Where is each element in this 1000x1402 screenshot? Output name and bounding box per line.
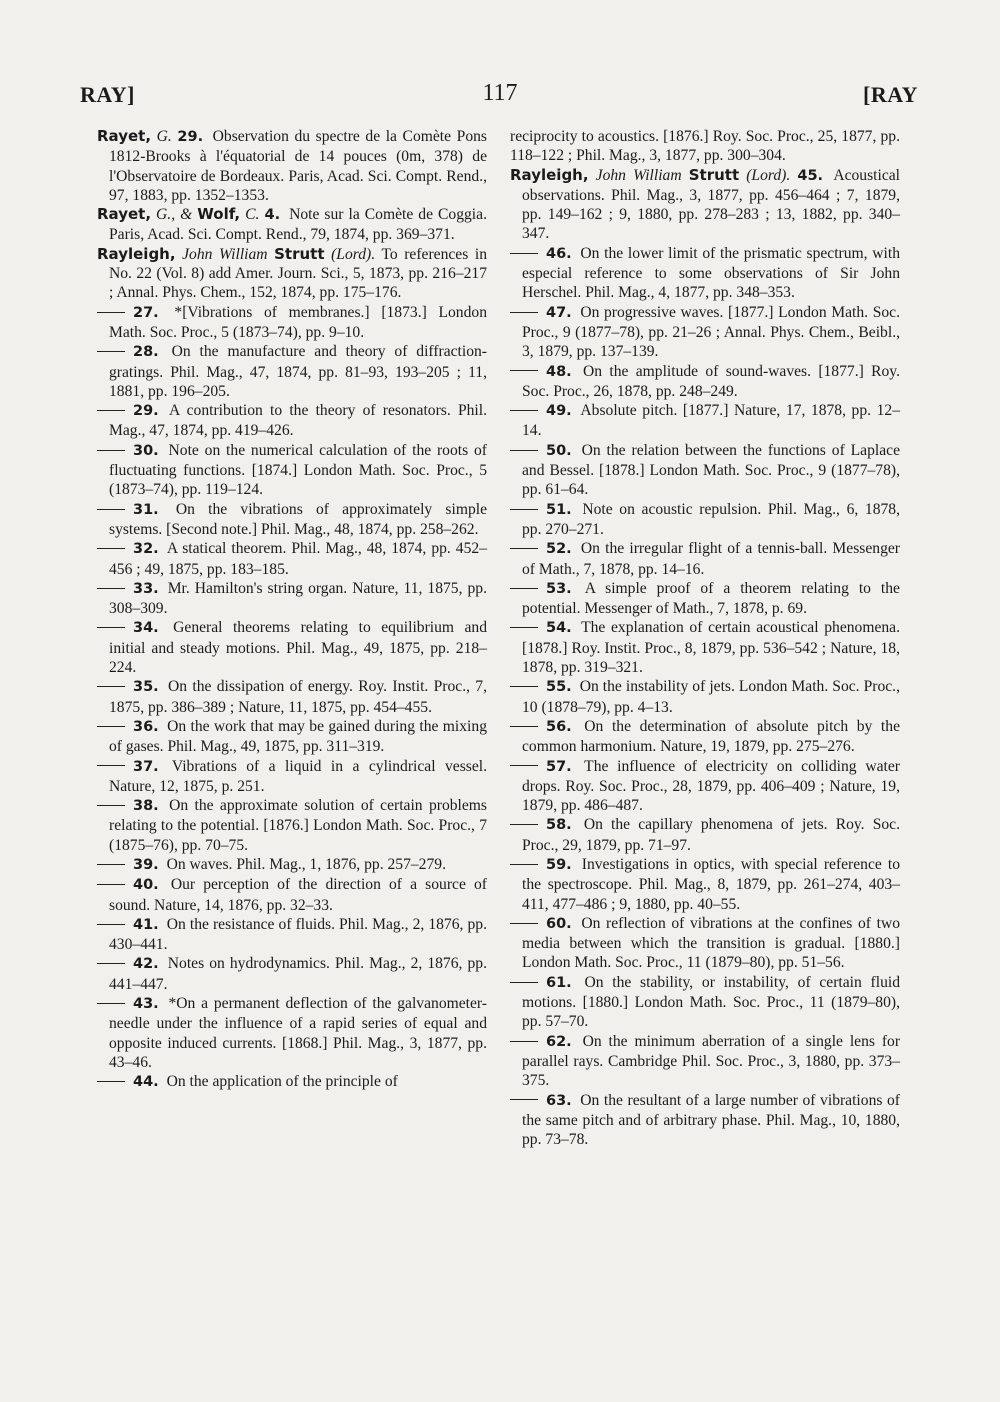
entry-number: 35. bbox=[133, 679, 159, 696]
bibliography-entry bbox=[510, 973, 900, 1032]
ditto-dash bbox=[510, 1099, 538, 1100]
entry-text: Acoustical observations. Phil. Mag., 3, 1877, pp. 456–464 ; 7, 1879, pp. 149–162 ; 9, 1880, pp. 278–283 ; 13, 1882, pp. 340–347. bbox=[522, 166, 900, 243]
entry-number: 43. bbox=[133, 996, 159, 1013]
bibliography-entry bbox=[97, 579, 487, 619]
entry-text: On the relation between the functions of Laplace and Bessel. [1878.] London Math. Soc. Proc., 9 (1877–78), pp. 61–64. bbox=[522, 441, 900, 499]
author-given-name: John William bbox=[595, 166, 682, 184]
entry-number: 30. bbox=[133, 442, 159, 459]
bibliography-entry bbox=[510, 401, 900, 441]
entry-number: 60. bbox=[546, 915, 572, 932]
entry-text: Observation du spectre de la Comète Pons 1812-Brooks à l'équatorial de 14 pouces (0m, 378) de l'Observatoire de Bordeaux. Paris, Acad. Sci. Compt. Rend., 97, 1883, pp. 1352–1353. bbox=[109, 128, 487, 204]
header-right: [RAY bbox=[863, 82, 918, 107]
author-given-name: John William bbox=[182, 245, 268, 263]
ditto-dash bbox=[510, 765, 538, 766]
bibliography-entry bbox=[510, 362, 900, 402]
bibliography-entry bbox=[510, 677, 900, 717]
entry-number: 34. bbox=[133, 620, 159, 637]
entry-number: 40. bbox=[133, 877, 159, 894]
bibliography-entry bbox=[97, 245, 487, 303]
entry-number: 32. bbox=[133, 541, 159, 558]
entry-text: On the resultant of a large number of vibrations of the same pitch and of arbitrary phase. Phil. Mag., 10, 1880, pp. 73–78. bbox=[522, 1091, 900, 1149]
entry-number: 58. bbox=[546, 817, 572, 834]
entry-text: The explanation of certain acoustical phenomena. [1878.] Roy. Instit. Proc., 8, 1879, pp. 536–542 ; Nature, 18, 1878, pp. 319–321. bbox=[522, 619, 900, 677]
bibliography-entry bbox=[97, 855, 487, 875]
ditto-dash bbox=[97, 963, 125, 964]
entry-text: The influence of electricity on colliding water drops. Roy. Soc. Proc., 28, 1879, pp. 406–409 ; Nature, 19, 1879, pp. 486–487. bbox=[522, 757, 900, 815]
author-name: Wolf, bbox=[197, 205, 241, 224]
entry-number: 27. bbox=[133, 304, 159, 321]
entry-number: 33. bbox=[133, 580, 159, 597]
ditto-dash bbox=[97, 726, 125, 727]
bibliography-entry bbox=[97, 1072, 487, 1092]
entry-number: 48. bbox=[546, 363, 572, 380]
entry-number: 52. bbox=[546, 541, 572, 558]
bibliography-entry bbox=[97, 441, 487, 500]
author-name: Rayleigh, bbox=[510, 165, 589, 184]
entry-text: On the work that may be gained during the mixing of gases. Phil. Mag., 49, 1875, pp. 311–319. bbox=[109, 717, 487, 756]
entry-number: 47. bbox=[546, 304, 572, 321]
entry-number: 46. bbox=[546, 245, 572, 262]
bibliography-entry bbox=[510, 1091, 900, 1150]
bibliography-entry bbox=[97, 796, 487, 855]
entry-text: On the irregular flight of a tennis-ball. Messenger of Math., 7, 1878, pp. 14–16. bbox=[522, 540, 900, 578]
bibliography-entry bbox=[97, 539, 487, 579]
bibliography-entry bbox=[510, 914, 900, 973]
entry-text: On the instability of jets. London Math. Soc. Proc., 10 (1878–79), pp. 4–13. bbox=[522, 678, 900, 716]
bibliography-entry bbox=[510, 815, 900, 855]
entry-text: *On a permanent deflection of the galvanometer-needle under the influence of a rapid series of equal and opposite induced currents. [1868.] Phil. Mag., 3, 1877, pp. 43–46. bbox=[109, 995, 487, 1071]
entry-text: Note on acoustic repulsion. Phil. Mag., 6, 1878, pp. 270–271. bbox=[522, 500, 900, 538]
entry-number: 55. bbox=[546, 679, 572, 696]
bibliography-entry bbox=[510, 855, 900, 914]
entry-number: 4. bbox=[264, 207, 281, 224]
entry-number: 61. bbox=[546, 974, 572, 991]
bibliography-entry bbox=[510, 579, 900, 619]
entry-number: 62. bbox=[546, 1033, 572, 1050]
ditto-dash bbox=[97, 805, 125, 806]
entry-number: 51. bbox=[546, 501, 572, 518]
entry-number: 56. bbox=[546, 718, 572, 735]
bibliography-entry bbox=[97, 875, 487, 915]
left-column bbox=[97, 127, 487, 1093]
entry-number: 53. bbox=[546, 580, 572, 597]
ditto-dash bbox=[510, 253, 538, 254]
entry-text: Notes on hydrodynamics. Phil. Mag., 2, 1876, pp. 441–447. bbox=[109, 955, 487, 993]
author-given-name: C. bbox=[245, 206, 260, 224]
ditto-dash bbox=[97, 765, 125, 766]
ditto-dash bbox=[510, 548, 538, 549]
right-column bbox=[510, 127, 900, 1149]
ditto-dash bbox=[510, 1041, 538, 1042]
bibliography-entry bbox=[510, 441, 900, 500]
entry-text: On the vibrations of approximately simple systems. [Second note.] Phil. Mag., 48, 1874, pp. 258–262. bbox=[109, 500, 487, 538]
entry-number: 59. bbox=[546, 856, 572, 873]
bibliography-entry bbox=[97, 618, 487, 677]
running-header bbox=[0, 82, 1000, 112]
entry-text: On the lower limit of the prismatic spectrum, with especial reference to some observations of Sir John Herschel. Phil. Mag., 4, 1877, pp. 348–353. bbox=[522, 244, 901, 302]
ditto-dash bbox=[510, 370, 538, 371]
entry-text: On the minimum aberration of a single lens for parallel rays. Cambridge Phil. Soc. Proc., 3, 1880, pp. 373–375. bbox=[522, 1032, 901, 1090]
bibliography-entry bbox=[97, 401, 487, 441]
entry-text: Note on the numerical calculation of the roots of fluctuating functions. [1874.] London Math. Soc. Proc., 5 (1873–74), pp. 119–124. bbox=[109, 441, 487, 499]
bibliography-entry bbox=[510, 127, 900, 166]
ditto-dash bbox=[97, 548, 125, 549]
entry-text: On the resistance of fluids. Phil. Mag., 2, 1876, pp. 430–441. bbox=[109, 915, 487, 954]
ditto-dash bbox=[510, 726, 538, 727]
entry-text: On the stability, or instability, of certain fluid motions. [1880.] London Math. Soc. Proc., 11 (1879–80), pp. 57–70. bbox=[522, 973, 900, 1031]
author-given-name: (Lord). bbox=[746, 166, 791, 184]
entry-text: A statical theorem. Phil. Mag., 48, 1874, pp. 452–456 ; 49, 1875, pp. 183–185. bbox=[109, 540, 487, 578]
ditto-dash bbox=[510, 450, 538, 451]
author-name: Rayleigh, bbox=[97, 244, 176, 263]
bibliography-entry bbox=[97, 342, 487, 401]
entry-text: General theorems relating to equilibrium and initial and steady motions. Phil. Mag., 49, 1875, pp. 218–224. bbox=[109, 619, 487, 677]
bibliography-entry bbox=[510, 166, 900, 244]
entry-text: To references in No. 22 (Vol. 8) add Amer. Journ. Sci., 5, 1873, pp. 216–217 ; Annal. Phys. Chem., 152, 1874, pp. 175–176. bbox=[109, 245, 487, 302]
entry-number: 57. bbox=[546, 758, 572, 775]
entry-text: On the capillary phenomena of jets. Roy. Soc. Proc., 29, 1879, pp. 71–97. bbox=[522, 816, 900, 854]
entry-text: *[Vibrations of membranes.] [1873.] London Math. Soc. Proc., 5 (1873–74), pp. 9–10. bbox=[109, 303, 487, 341]
entry-number: 44. bbox=[133, 1074, 159, 1091]
bibliography-entry bbox=[510, 500, 900, 540]
bibliography-entry bbox=[97, 205, 487, 245]
bibliography-entry bbox=[510, 539, 900, 579]
ditto-dash bbox=[510, 509, 538, 510]
ditto-dash bbox=[97, 864, 125, 865]
ditto-dash bbox=[510, 982, 538, 983]
bibliography-entry bbox=[510, 303, 900, 362]
ditto-dash bbox=[97, 627, 125, 628]
bibliography-entry bbox=[97, 915, 487, 955]
ditto-dash bbox=[510, 410, 538, 411]
entry-number: 29. bbox=[133, 403, 159, 420]
author-name: Rayet, bbox=[97, 127, 152, 145]
entry-number: 36. bbox=[133, 718, 159, 735]
entry-text: On the determination of absolute pitch by the common harmonium. Nature, 19, 1879, pp. 275–276. bbox=[522, 717, 900, 756]
bibliography-entry bbox=[510, 757, 900, 816]
entry-text: reciprocity to acoustics. [1876.] Roy. Soc. Proc., 25, 1877, pp. 118–122 ; Phil. Mag., 3, 1877, pp. 300–304. bbox=[510, 128, 900, 165]
author-name: Strutt bbox=[274, 244, 325, 263]
bibliography-entry bbox=[510, 1032, 900, 1091]
entry-text: On the manufacture and theory of diffraction-gratings. Phil. Mag., 47, 1874, pp. 81–93, 193–205 ; 11, 1881, pp. 196–205. bbox=[109, 343, 487, 400]
entry-text: On the approximate solution of certain problems relating to the potential. [1876.] London Math. Soc. Proc., 7 (1875–76), pp. 70–75. bbox=[109, 797, 487, 854]
ditto-dash bbox=[97, 1081, 125, 1082]
entry-text: Investigations in optics, with special reference to the spectroscope. Phil. Mag., 8, 1879, pp. 261–274, 403–411, 477–486 ; 9, 1880, pp. 40–55. bbox=[522, 855, 900, 913]
bibliography-entry bbox=[97, 500, 487, 540]
entry-text: A simple proof of a theorem relating to the potential. Messenger of Math., 7, 1878, p. 69. bbox=[522, 579, 900, 618]
ditto-dash bbox=[97, 450, 125, 451]
ditto-dash bbox=[97, 312, 125, 313]
bibliography-entry bbox=[510, 244, 900, 303]
author-name: Rayet, bbox=[97, 205, 152, 224]
entry-number: 49. bbox=[546, 403, 572, 420]
ditto-dash bbox=[510, 627, 538, 628]
ditto-dash bbox=[510, 923, 538, 924]
ditto-dash bbox=[97, 588, 125, 589]
entry-number: 54. bbox=[546, 620, 572, 637]
ditto-dash bbox=[97, 410, 125, 411]
entry-text: On the application of the principle of bbox=[166, 1073, 398, 1091]
ditto-dash bbox=[510, 686, 538, 687]
entry-number: 42. bbox=[133, 956, 159, 973]
bibliography-entry bbox=[97, 994, 487, 1072]
page-number: 117 bbox=[482, 80, 518, 106]
ditto-dash bbox=[510, 588, 538, 589]
ditto-dash bbox=[97, 924, 125, 925]
entry-text: On progressive waves. [1877.] London Math. Soc. Proc., 9 (1877–78), pp. 21–26 ; Annal. Phys. Chem., Beibl., 3, 1879, pp. 137–139. bbox=[522, 303, 900, 361]
bibliography-entry bbox=[97, 757, 487, 797]
author-given-name: G. bbox=[156, 128, 172, 145]
entry-text: A contribution to the theory of resonators. Phil. Mag., 47, 1874, pp. 419–426. bbox=[109, 402, 487, 440]
entry-number: 31. bbox=[133, 501, 159, 518]
bibliography-entry bbox=[510, 618, 900, 677]
bibliography-entry bbox=[510, 717, 900, 757]
bibliography-entry bbox=[97, 677, 487, 717]
author-given-name: G., & bbox=[156, 206, 193, 224]
bibliography-entry bbox=[97, 127, 487, 205]
entry-text: Note sur la Comète de Coggia. Paris, Acad. Sci. Compt. Rend., 79, 1874, pp. 369–371. bbox=[109, 206, 487, 244]
entry-number: 38. bbox=[133, 798, 159, 815]
entry-number: 28. bbox=[133, 344, 159, 361]
entry-text: Mr. Hamilton's string organ. Nature, 11, 1875, pp. 308–309. bbox=[109, 579, 487, 618]
ditto-dash bbox=[97, 884, 125, 885]
ditto-dash bbox=[510, 312, 538, 313]
entry-number: 63. bbox=[546, 1092, 572, 1109]
entry-text: Our perception of the direction of a source of sound. Nature, 14, 1876, pp. 32–33. bbox=[109, 876, 487, 914]
bibliography-entry bbox=[97, 954, 487, 994]
entry-text: On the amplitude of sound-waves. [1877.] Roy. Soc. Proc., 26, 1878, pp. 248–249. bbox=[522, 362, 900, 400]
entry-number: 39. bbox=[133, 856, 159, 873]
entry-text: Vibrations of a liquid in a cylindrical vessel. Nature, 12, 1875, p. 251. bbox=[109, 757, 488, 795]
bibliography-entry bbox=[97, 717, 487, 757]
ditto-dash bbox=[97, 509, 125, 510]
entry-number: 29. bbox=[177, 129, 204, 145]
entry-text: On reflection of vibrations at the confines of two media between which the transition is gradual. [1880.] London Math. Soc. Proc., 11 (1879–80), pp. 51–56. bbox=[522, 914, 901, 972]
entry-text: On the dissipation of energy. Roy. Instit. Proc., 7, 1875, pp. 386–389 ; Nature, 11, 1875, pp. 454–455. bbox=[109, 678, 487, 716]
entry-number: 50. bbox=[546, 442, 572, 459]
ditto-dash bbox=[97, 351, 125, 352]
entry-text: Absolute pitch. [1877.] Nature, 17, 1878, pp. 12–14. bbox=[522, 402, 900, 440]
ditto-dash bbox=[97, 1003, 125, 1004]
entry-number: 37. bbox=[133, 758, 159, 775]
entry-text: On waves. Phil. Mag., 1, 1876, pp. 257–279. bbox=[166, 855, 446, 873]
ditto-dash bbox=[510, 824, 538, 825]
author-name: Strutt bbox=[688, 165, 740, 184]
bibliography-entry bbox=[97, 303, 487, 343]
author-given-name: (Lord). bbox=[331, 245, 376, 263]
entry-number: 45. bbox=[797, 167, 824, 184]
ditto-dash bbox=[97, 686, 125, 687]
entry-number: 41. bbox=[133, 916, 159, 933]
header-left: RAY] bbox=[80, 82, 135, 107]
ditto-dash bbox=[510, 864, 538, 865]
